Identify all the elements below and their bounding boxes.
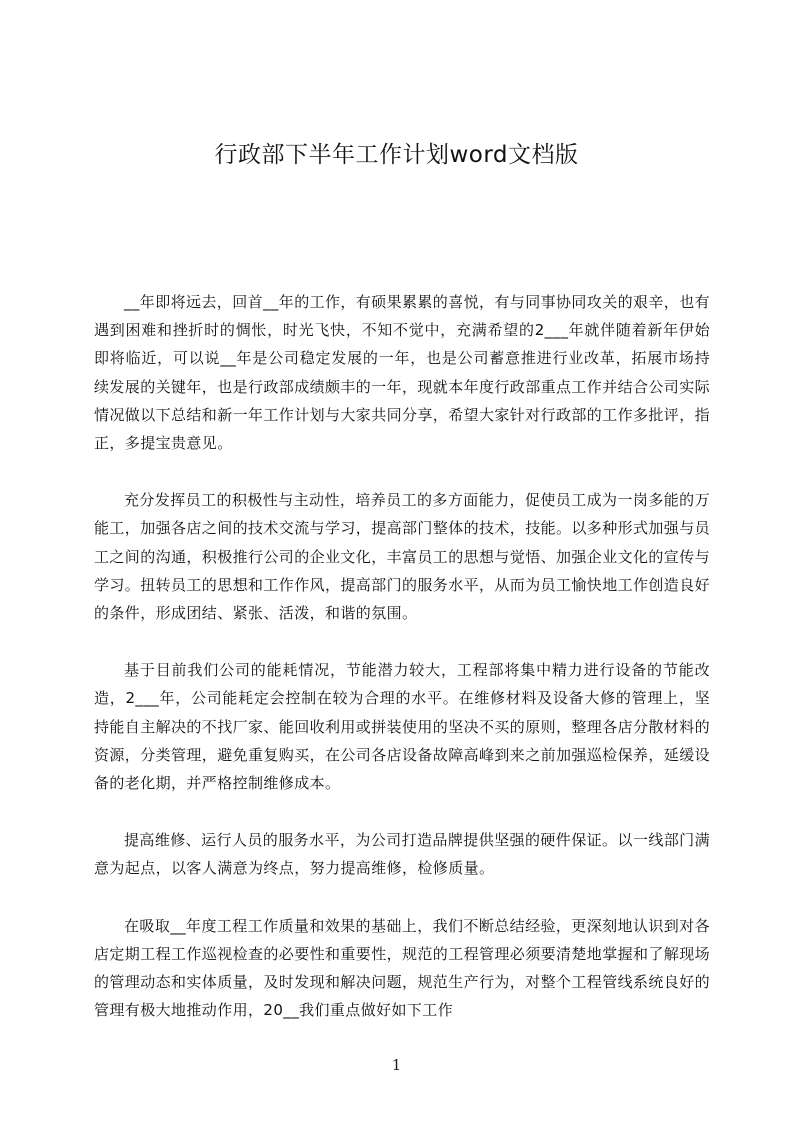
paragraph-intro: __年即将远去，回首__年的工作，有硕果累累的喜悦，有与同事协同攻关的艰辛，也有遇到困难和挫折时的惆怅，时光飞快，不知不觉中，充满希望的2___年就伴随着新年伊始即将临近，可以说__年是公司稳定发展的一年，也是公司蓄意推进行业改革，拓展市场持续发展的关键年，也是行政部成绩颇丰的一年，现就本年度行政部重点工作并结合公司实际情况做以下总结和新一年工作计划与大家共同分享，希望大家针对行政部的工作多批评，指正，多提宝贵意见。 xyxy=(94,293,711,453)
document-title: 行政部下半年工作计划word文档版 xyxy=(214,142,579,168)
paragraph-staff-development: 充分发挥员工的积极性与主动性，培养员工的多方面能力，促使员工成为一岗多能的万能工，加强各店之间的技术交流与学习，提高部门整体的技术，技能。以多种形式加强与员工之间的沟通，积极推行公司的企业文化，丰富员工的思想与觉悟、加强企业文化的宣传与学习。扭转员工的思想和工作作风，提高部门的服务水平，从而为员工愉快地工作创造良好的条件，形成团结、紧张、活泼，和谐的氛围。 xyxy=(94,491,711,623)
page-number: 1 xyxy=(391,1056,402,1074)
paragraph-energy-saving: 基于目前我们公司的能耗情况，节能潜力较大，工程部将集中精力进行设备的节能改造，2___年，公司能耗定会控制在较为合理的水平。在维修材料及设备大修的管理上，坚持能自主解决的不找厂家、能回收利用或拼装使用的坚决不买的原则，整理各店分散材料的资源，分类管理，避免重复购买，在公司各店设备故障高峰到来之前加强巡检保养，延缓设备的老化期，并严格控制维修成本。 xyxy=(94,661,711,793)
paragraph-inspection: 在吸取__年度工程工作质量和效果的基础上，我们不断总结经验，更深刻地认识到对各店定期工程工作巡视检查的必要性和重要性，规范的工程管理必须要清楚地掌握和了解现场的管理动态和实体质量，及时发现和解决问题，规范生产行为，对整个工程管线系统良好的管理有极大地推动作用，20__我们重点做好如下工作 xyxy=(94,916,711,1020)
document-body xyxy=(94,288,710,1053)
paragraph-service-level: 提高维修、运行人员的服务水平，为公司打造品牌提供坚强的硬件保证。以一线部门满意为起点，以客人满意为终点，努力提高维修，检修质量。 xyxy=(94,831,710,878)
